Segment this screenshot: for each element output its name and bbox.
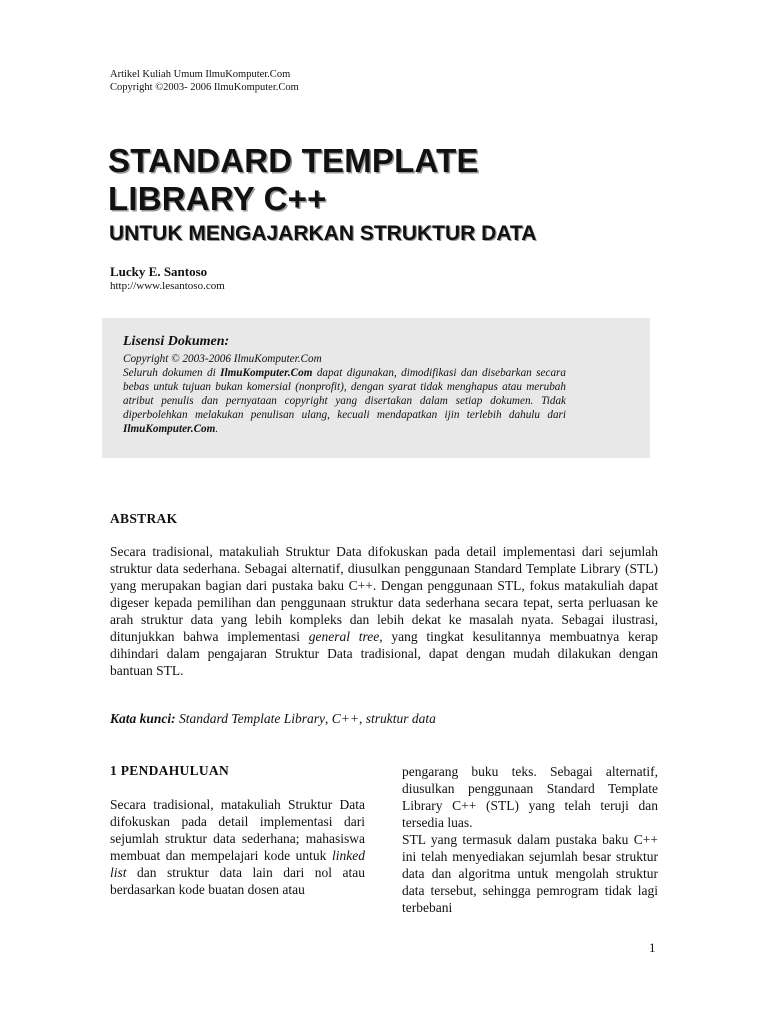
license-box — [102, 318, 650, 458]
header-line-2: Copyright ©2003- 2006 IlmuKomputer.Com — [110, 82, 299, 93]
document-title — [108, 142, 479, 218]
page-number: 1 — [649, 940, 656, 955]
section-column-left — [110, 796, 365, 898]
body-text: dan struktur data lain dari nol atau berdasarkan kode buatan dosen atau — [110, 865, 365, 897]
license-site-name: IlmuKomputer.Com — [123, 423, 216, 435]
license-text — [123, 366, 566, 436]
license-text-part: . — [215, 423, 219, 435]
license-text-part: Seluruh dokumen di — [123, 367, 221, 379]
header-line-1: Artikel Kuliah Umum IlmuKomputer.Com — [110, 69, 291, 80]
license-copyright: Copyright © 2003-2006 IlmuKomputer.Com — [123, 353, 322, 365]
keywords — [110, 711, 658, 727]
license-text-part: dapat digunakan, dimodifikasi dan disebarkan secara bebas untuk tujuan bukan komersial (nonprofit), dengan syarat tidak menghapus atau merubah atribut penulis dan pernyataan copyright yang disertakan dalam setiap dokumen. Tidak diperbolehkan melakukan penulisan ulang, kecuali mendapatkan ijin terlebih dahulu dari — [123, 367, 567, 421]
author-url: http://www.lesantoso.com — [110, 280, 225, 292]
title-line-1: STANDARD TEMPLATE — [108, 142, 479, 179]
keywords-label: Kata kunci: — [110, 711, 176, 726]
section-heading: 1 PENDAHULUAN — [110, 763, 230, 778]
license-body — [123, 352, 566, 436]
abstract-text: Secara tradisional, matakuliah Struktur Data difokuskan pada detail implementasi dari sejumlah struktur data sederhana. Sebagai alternatif, diusulkan penggunaan Standard Template Library (STL) yang merupakan bagian dari pustaka baku C++. Dengan penggunaan STL, fokus matakuliah dapat digeser kepada pemilihan dan penggunaan struktur data sederhana secara tepat, serta perluasan ke arah struktur data yang lebih kompleks dan lebih dekat ke masalah nyata. Sebagai ilustrasi, ditunjukkan bahwa implementasi — [110, 544, 658, 644]
keyword: C++ — [331, 711, 360, 726]
document-subtitle: UNTUK MENGAJARKAN STRUKTUR DATA — [109, 222, 537, 245]
section-column-right — [402, 763, 658, 916]
running-header — [110, 68, 299, 94]
keyword: Standard Template Library — [175, 711, 326, 726]
body-paragraph: pengarang buku teks. Sebagai alternatif, diusulkan penggunaan Standard Template Library C++ (STL) yang telah teruji dan tersedia luas. — [402, 764, 658, 830]
license-heading: Lisensi Dokumen: — [123, 334, 230, 349]
keyword-separator: , — [359, 711, 366, 726]
title-line-2: LIBRARY C++ — [108, 180, 327, 217]
keyword: struktur data — [365, 711, 436, 726]
body-emphasis: linked list — [110, 848, 365, 880]
abstract-heading: ABSTRAK — [110, 511, 178, 526]
license-site-name: IlmuKomputer.Com — [220, 367, 313, 379]
abstract-emphasis: general tree — [308, 629, 380, 644]
abstract-paragraph — [110, 543, 658, 679]
keyword-separator: , — [325, 711, 332, 726]
abstract-text: , yang tingkat kesulitannya membuatnya kerap dihindari dalam pengajaran Struktur Data tradisional, dapat dengan mudah dilakukan dengan bantuan STL. — [110, 629, 658, 678]
author-name: Lucky E. Santoso — [110, 264, 208, 279]
body-text: Secara tradisional, matakuliah Struktur Data difokuskan pada detail implementasi dari sejumlah struktur data sederhana; mahasiswa membuat dan mempelajari kode untuk — [110, 797, 365, 863]
body-paragraph: STL yang termasuk dalam pustaka baku C++ ini telah menyediakan sejumlah besar struktur data dan algoritma untuk mengolah struktur data tersebut, sehingga pemrogram tidak lagi terbebani — [402, 832, 658, 915]
